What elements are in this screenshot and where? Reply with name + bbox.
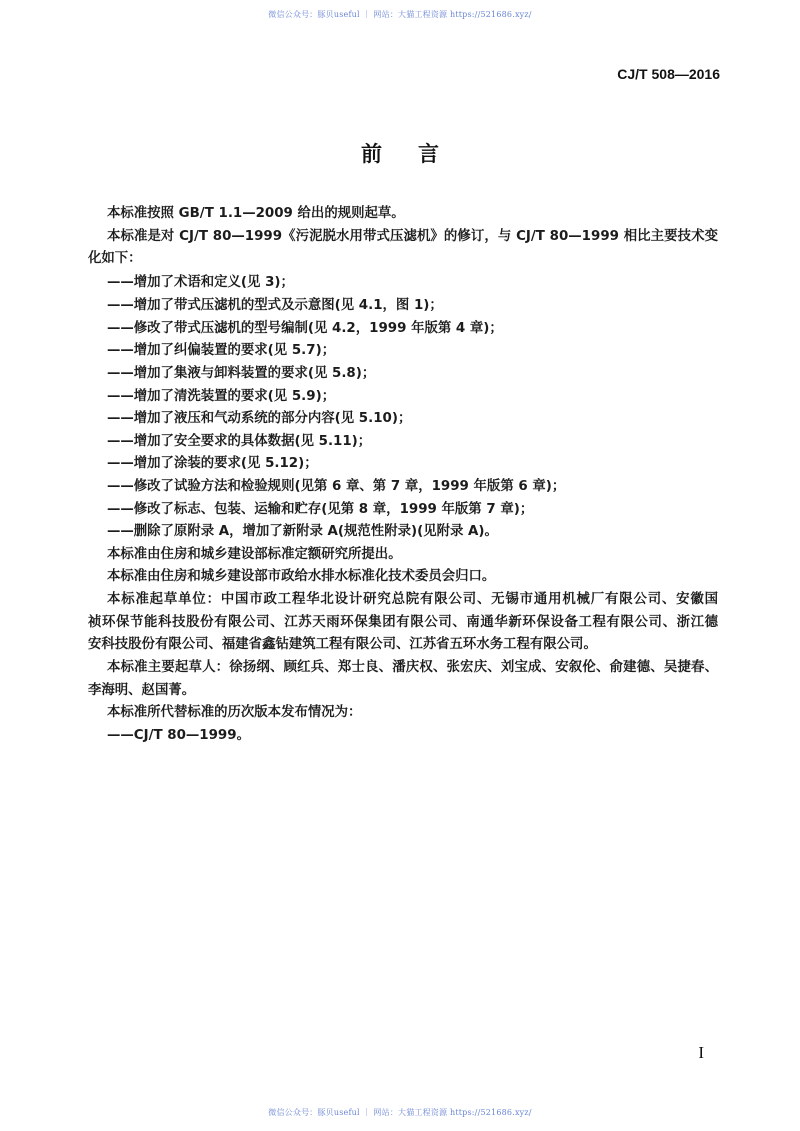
list-item: ——修改了试验方法和检验规则(见第 6 章、第 7 章，1999 年版第 6 章)； [107,479,566,494]
list-item: ——增加了带式压滤机的型式及示意图(见 4.1，图 1)； [107,298,443,313]
list-item: ——增加了液压和气动系统的部分内容(见 5.10)； [107,411,412,426]
paragraph-line: 化如下： [88,251,142,266]
list-item: ——增加了清洗装置的要求(见 5.9)； [107,389,336,404]
paragraph-line: 本标准由住房和城乡建设部市政给水排水标准化技术委员会归口。 [107,569,496,584]
paragraph-line: 本标准由住房和城乡建设部标准定额研究所提出。 [107,547,402,562]
watermark-top: 微信公众号：豚贝useful ｜ 网站：大猫工程资源 https://521686.xyz/ [268,10,532,19]
paragraph-line: 安科技股份有限公司、福建省鑫钻建筑工程有限公司、江苏省五环水务工程有限公司。 [88,637,597,652]
paragraph-line: 本标准起草单位：中国市政工程华北设计研究总院有限公司、无锡市通用机械厂有限公司、安徽国 [107,592,718,607]
list-item: ——增加了涂装的要求(见 5.12)； [107,456,318,471]
paragraph-line: 本标准按照 GB/T 1.1—2009 给出的规则起草。 [107,206,405,221]
list-item: ——CJ/T 80—1999。 [107,728,250,743]
page-number: I [698,1043,704,1062]
list-item: ——修改了标志、包装、运输和贮存(见第 8 章，1999 年版第 7 章)； [107,502,534,517]
list-item: ——增加了术语和定义(见 3)； [107,275,294,290]
paragraph-line: 本标准是对 CJ/T 80—1999《污泥脱水用带式压滤机》的修订，与 CJ/T 80—1999 相比主要技术变 [107,229,718,244]
standard-number: CJ/T 508—2016 [617,66,720,82]
paragraph-line: 本标准主要起草人：徐扬纲、顾红兵、郑士良、潘庆权、张宏庆、刘宝成、安叙伦、俞建德、吴捷春、 [107,660,718,675]
list-item: ——删除了原附录 A，增加了新附录 A(规范性附录)(见附录 A)。 [107,524,498,539]
page-title: 前言 [361,142,475,166]
watermark-bottom: 微信公众号：豚贝useful ｜ 网站：大猫工程资源 https://521686.xyz/ [268,1108,532,1117]
list-item: ——增加了纠偏装置的要求(见 5.7)； [107,343,336,358]
list-item: ——修改了带式压滤机的型号编制(见 4.2，1999 年版第 4 章)； [107,321,503,336]
list-item: ——增加了安全要求的具体数据(见 5.11)； [107,434,372,449]
paragraph-line: 李海明、赵国菁。 [88,683,196,698]
paragraph-line: 祯环保节能科技股份有限公司、江苏天雨环保集团有限公司、南通华新环保设备工程有限公司、浙江德 [88,615,718,630]
list-item: ——增加了集液与卸料装置的要求(见 5.8)； [107,366,376,381]
paragraph-line: 本标准所代替标准的历次版本发布情况为： [107,705,362,720]
